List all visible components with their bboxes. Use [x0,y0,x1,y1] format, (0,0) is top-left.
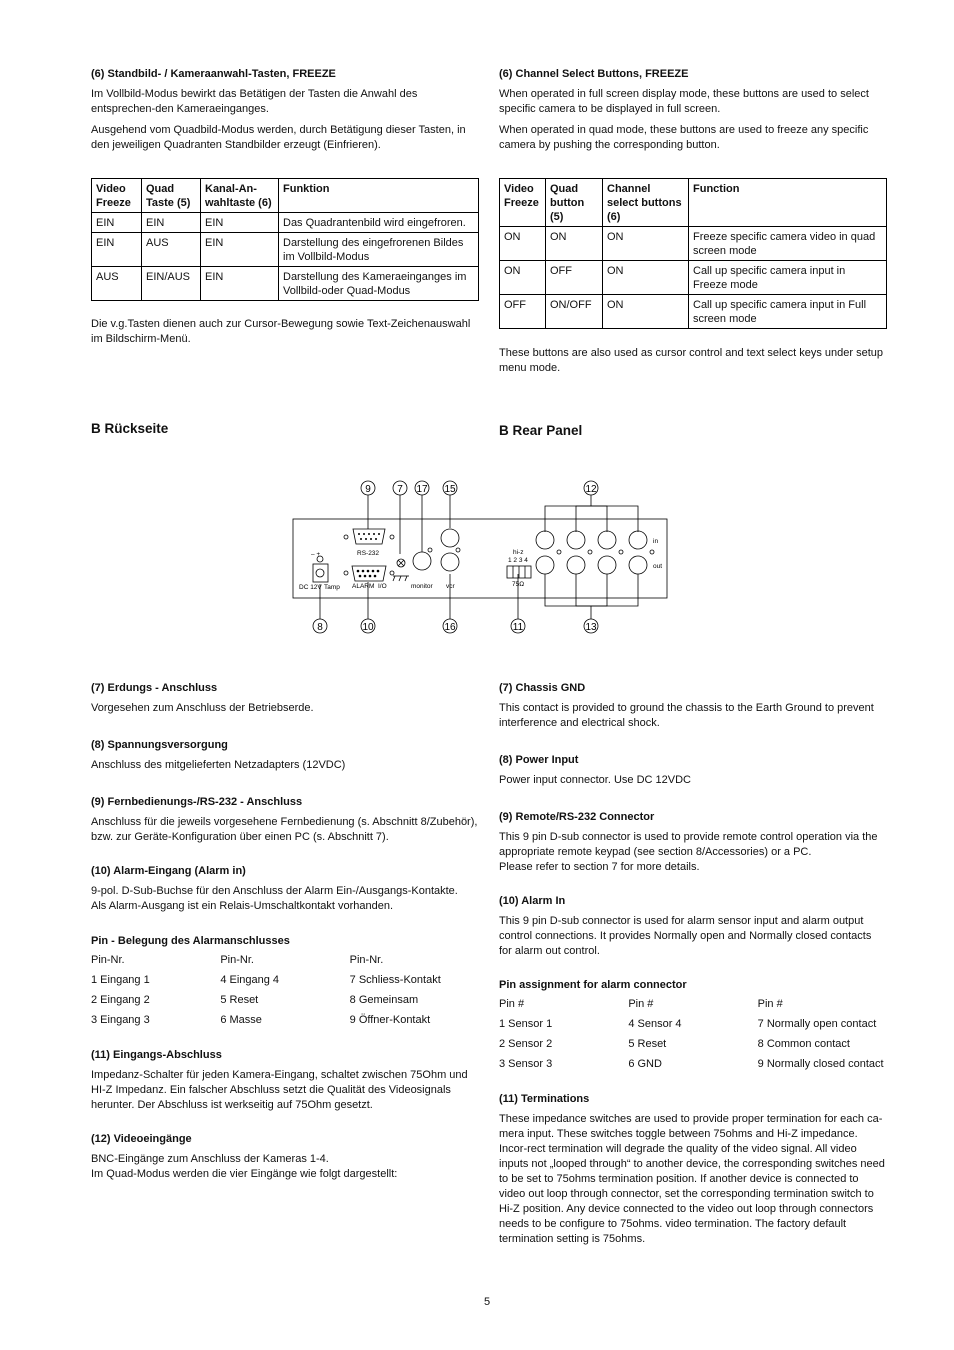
de-section-text: Als Alarm-Ausgang ist ein Relais-Umschaltkontakt vorhanden. [91,900,394,912]
en-freeze-table [499,178,887,329]
table-cell: OFF [546,261,603,295]
in-label: in [653,538,659,545]
en-pin-table [499,997,887,1077]
callout-label: 17 [416,484,428,495]
en-section [499,1093,887,1247]
de-section [91,865,479,914]
camera-in-bnc-4 [629,531,647,549]
table-cell: ON [603,261,689,295]
table-cell: Pin-Nr. [220,954,254,966]
de-section-heading: (8) Spannungsversorgung [91,739,228,751]
table-cell: 7 Schliess-Kontakt [349,974,441,986]
table-cell: ON [603,227,689,261]
en-freeze-paragraph-2: When operated in quad mode, these buttons are used to freeze any specific camera by pushing the corresponding button. [499,124,869,151]
table-row [92,233,479,267]
en-section [499,754,887,788]
table-cell: Call up specific camera input in Full screen mode [689,295,887,329]
de-section-heading: (7) Erdungs - Anschluss [91,682,218,694]
table-cell: EIN [201,233,279,267]
de-section [91,1049,479,1113]
table-cell: Pin # [757,998,783,1010]
camera-out-bnc-1 [536,556,554,574]
de-freeze-paragraph-2: Ausgehend vom Quadbild-Modus werden, durch Betätigung dieser Tasten, in den jeweiligen Quadranten Standbilder erzeugt (Einfrieren). [91,124,466,151]
camera-out-bnc-4 [629,556,647,574]
monitor-bnc-shape [413,552,431,570]
table-row [92,213,479,233]
de-pin-table [91,953,479,1033]
table-cell: ON [546,227,603,261]
camera-out-bnc-3 [598,556,616,574]
panel-outline [293,519,667,598]
de-freeze-paragraph-1: Im Vollbild-Modus bewirkt das Betätigen der Tasten die Anwahl des entsprechen-den Kameraeinganges. [91,88,418,115]
table-cell: 9 Öffner-Kontakt [349,1014,431,1026]
de-freeze-note: Die v.g.Tasten dienen auch zur Cursor-Bewegung sowie Text-Zeichenauswahl im Bildschirm-Menü. [91,318,471,345]
table-header-row [500,179,887,227]
dc-label: DC 12V [299,584,322,591]
dc-jack-shape [313,564,328,582]
en-pin-assignment [499,979,887,1077]
table-cell: EIN [201,213,279,233]
de-section [91,1133,479,1182]
table-cell: 2 Eingang 2 [91,994,150,1006]
monitor-label: monitor [411,583,433,590]
table-cell: EIN [92,213,142,233]
table-row [91,1013,479,1033]
table-cell: 8 Common contact [757,1038,850,1050]
table-header-cell: Video Freeze [92,179,142,213]
en-section-heading: (8) Power Input [499,754,579,766]
table-row [91,993,479,1013]
camera-in-bnc-1 [536,531,554,549]
polarity-label: – + [311,551,321,558]
table-cell: 7 Normally open contact [757,1018,877,1030]
table-cell: Freeze specific camera video in quad screen mode [689,227,887,261]
table-header-row [92,179,479,213]
table-cell: OFF [500,295,546,329]
callout-label: 15 [444,484,456,495]
callout-label: 12 [585,484,597,495]
alarm-label: ALARM [352,583,375,590]
en-section-text: This contact is provided to ground the chassis to the Earth Ground to prevent interference and electrical shock. [499,702,874,729]
en-section-text: Power input connector. Use DC 12VDC [499,774,691,786]
table-row [500,227,887,261]
table-row [91,973,479,993]
de-section-text: 9-pol. D-Sub-Buchse für den Anschluss der Alarm Ein-/Ausgangs-Kontakte. [91,885,458,897]
table-row [91,953,479,973]
en-section-text: These impedance switches are used to provide proper termination for each ca-mera input. These switches toggle between 75ohms and Hi-Z impedance. Incor-rect termination will degrade the quality of the video signal. All video inputs not „looped through“ to another device, the corresponding switches need to be set to 75ohms termination position. If another device is connected to video out loop through connector, set the corresponding termination switch to Hi-Z position. Any device connected to the video out loop through connectors needs to be configure to 75ohms. video termination. The factory default termination setting is 75ohms. [499,1113,885,1245]
callout-label: 8 [317,622,323,633]
en-pin-heading: Pin assignment for alarm connector [499,979,687,991]
table-header-cell: Kanal-An-wahltaste (6) [201,179,279,213]
callout-label: 11 [512,622,524,633]
table-row [92,267,479,301]
de-section-title: B Rückseite [91,421,169,436]
vcr-bnc-shape [441,529,459,547]
table-cell: 5 Reset [220,994,259,1006]
de-top-column [91,68,479,353]
hiz-label: hi-z [513,549,524,556]
de-pin-assignment [91,935,479,1033]
table-header-cell: Quad Taste (5) [142,179,201,213]
de-section-heading: (11) Eingangs-Abschluss [91,1049,222,1061]
table-cell: 6 Masse [220,1014,262,1026]
de-section-text: Vorgesehen zum Anschluss der Betriebserde. [91,702,314,714]
table-cell: Pin # [628,998,654,1010]
table-header-cell: Funktion [279,179,479,213]
rs232-label: RS-232 [357,550,380,557]
callout-label: 16 [444,622,456,633]
table-cell: 1 Eingang 1 [91,974,150,986]
de-section-text: BNC-Eingänge zum Anschluss der Kameras 1-4. [91,1153,329,1165]
en-section [499,895,887,959]
callout-label: 10 [362,622,374,633]
en-section [499,811,887,875]
table-cell: Pin-Nr. [91,954,125,966]
de-section-heading: (9) Fernbedienungs-/RS-232 - Anschluss [91,796,303,808]
en-freeze-paragraph-1: When operated in full screen display mode, these buttons are used to select specific camera to be displayed in full screen. [499,88,869,115]
table-cell: 1 Sensor 1 [499,1018,553,1030]
vcr-label: vcr [446,583,455,590]
table-row [499,1017,887,1037]
rs232-connector-shape [353,529,385,544]
camera-out-bnc-2 [567,556,585,574]
de-lower-column [91,682,479,1188]
table-cell: 8 Gemeinsam [349,994,419,1006]
table-row [499,1057,887,1077]
table-row [499,1037,887,1057]
en-section-heading: (10) Alarm In [499,895,566,907]
de-section [91,796,479,845]
de-section-text: Anschluss des mitgelieferten Netzadapters (12VDC) [91,759,346,771]
table-cell: EIN [142,213,201,233]
table-row [500,295,887,329]
switch-numbers-label: 1 2 3 4 [508,557,528,564]
table-cell: 2 Sensor 2 [499,1038,553,1050]
table-cell: 4 Eingang 4 [220,974,280,986]
table-cell: Call up specific camera input in Freeze mode [689,261,887,295]
de-freeze-table [91,178,479,301]
en-lower-column [499,682,887,1253]
en-section-text: This 9 pin D-sub connector is used to provide remote control operation via the appropriate remote keypad (see section 8/Accessories) or a PC. [499,831,878,858]
table-cell: 9 Normally closed contact [757,1058,884,1070]
en-section-text: Please refer to section 7 for more details. [499,861,700,873]
table-header-cell: Video Freeze [500,179,546,227]
en-section [499,682,887,731]
table-cell: 4 Sensor 4 [628,1018,682,1030]
de-section-heading: (10) Alarm-Eingang (Alarm in) [91,865,246,877]
en-section-title: B Rear Panel [499,423,583,438]
de-section-heading: (12) Videoeingänge [91,1133,192,1145]
table-cell: AUS [142,233,201,267]
de-section-text: Anschluss für die jeweils vorgesehene Fernbedienung (s. Abschnitt 8/Zubehör), bzw. zur Geräte-Konfiguration über einen PC (s. Abschnitt 7). [91,816,478,843]
de-section [91,682,479,716]
en-section-heading: (9) Remote/RS-232 Connector [499,811,655,823]
table-cell: Pin-Nr. [349,954,384,966]
page-number: 5 [484,1296,491,1308]
de-freeze-heading: (6) Standbild- / Kameraanwahl-Tasten, FREEZE [91,68,336,80]
en-top-column [499,68,887,382]
table-cell: AUS [92,267,142,301]
table-cell: 3 Eingang 3 [91,1014,150,1026]
table-cell: 5 Reset [628,1038,667,1050]
callout-label: 9 [365,484,371,495]
table-cell: Pin # [499,998,525,1010]
table-cell: ON/OFF [546,295,603,329]
de-pin-heading: Pin - Belegung des Alarmanschlusses [91,935,290,947]
table-cell: Darstellung des eingefrorenen Bildes im Vollbild-Modus [279,233,479,267]
out-label: out [653,563,663,570]
table-cell: EIN/AUS [142,267,201,301]
en-freeze-note: These buttons are also used as cursor control and text select keys under setup menu mode. [499,347,883,374]
de-section-text: Impedanz-Schalter für jeden Kamera-Eingang, schaltet zwischen 75Ohm und HI-Z Impedanz. Ein falscher Abschluss setzt die Qualität des Videosignals herunter. Der Abschluss ist werkseitig auf 75Ohm gesetzt. [91,1069,468,1111]
io-label: I/O [378,583,387,590]
table-cell: ON [500,261,546,295]
table-row [500,261,887,295]
table-cell: 3 Sensor 3 [499,1058,553,1070]
table-cell: ON [500,227,546,261]
table-header-cell: Quad button (5) [546,179,603,227]
tamp-label: Tamp [324,584,340,591]
callout-label: 7 [397,484,403,495]
callout-label: 13 [585,622,597,633]
table-cell: Darstellung des Kameraeinganges im Vollbild-oder Quad-Modus [279,267,479,301]
camera-in-bnc-2 [567,531,585,549]
de-section-text: Im Quad-Modus werden die vier Eingänge wie folgt dargestellt: [91,1168,398,1180]
table-cell: ON [603,295,689,329]
table-cell: Das Quadrantenbild wird eingefroren. [279,213,479,233]
table-cell: EIN [92,233,142,267]
en-section-heading: (11) Terminations [499,1093,590,1105]
alarm-connector-shape [352,566,386,581]
ohm-label: 75Ω [512,581,525,588]
table-cell: EIN [201,267,279,301]
de-section [91,739,479,773]
en-section-heading: (7) Chassis GND [499,682,586,694]
camera-in-bnc-3 [598,531,616,549]
table-row [499,997,887,1017]
table-header-cell: Channel select buttons (6) [603,179,689,227]
table-cell: 6 GND [628,1058,662,1070]
en-freeze-heading: (6) Channel Select Buttons, FREEZE [499,68,689,80]
en-section-text: This 9 pin D-sub connector is used for alarm sensor input and alarm output control connections. It provides Normally open and Normally closed contacts for alarm out control. [499,915,872,957]
rear-panel-diagram [0,474,954,644]
table-header-cell: Function [689,179,887,227]
